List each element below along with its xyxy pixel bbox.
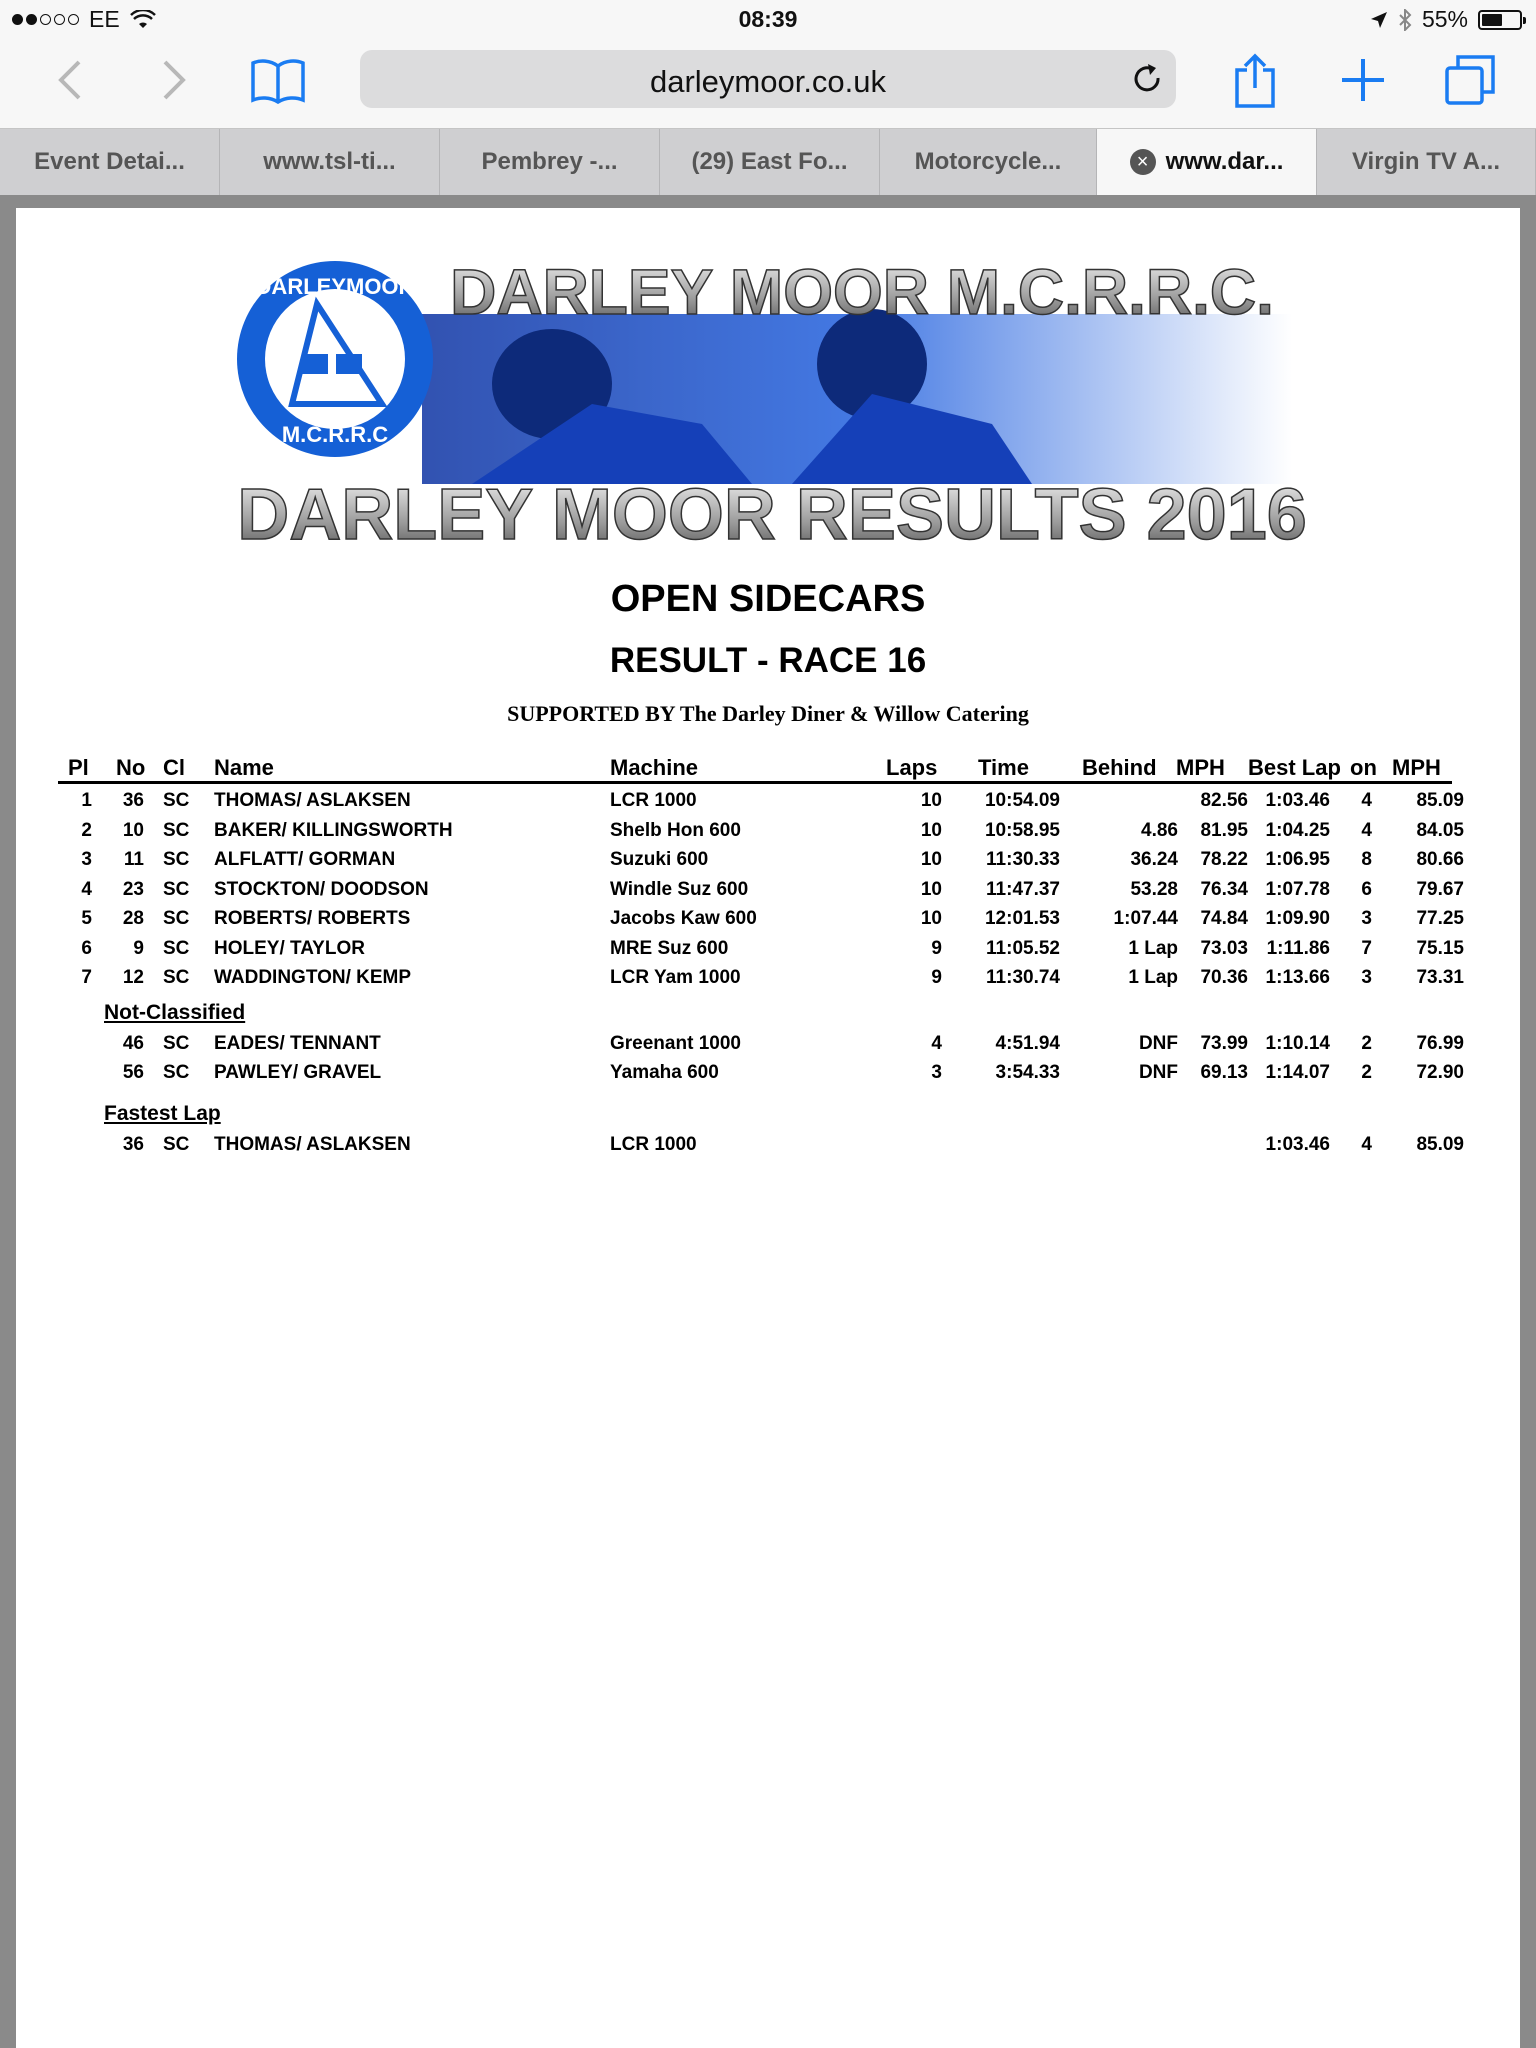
bookmarks-button[interactable] <box>246 48 310 112</box>
cell-behind: 53.28 <box>1130 878 1178 900</box>
cell-no: 36 <box>122 1133 144 1155</box>
address-bar[interactable] <box>360 50 1176 108</box>
tab-label: Motorcycle... <box>914 148 1062 175</box>
not-classified-label: Not-Classified <box>104 1000 246 1024</box>
cell-name: STOCKTON/ DOODSON <box>214 878 429 900</box>
tabs-button[interactable] <box>1438 48 1502 112</box>
cell-best: 1:11.86 <box>1266 937 1330 959</box>
col-machine: Machine <box>610 755 699 780</box>
fastest-lap-rows <box>58 1130 1464 1160</box>
cell-mph2: 75.15 <box>1416 937 1464 959</box>
tab-label: Virgin TV A... <box>1351 148 1501 175</box>
cell-on: 2 <box>1361 1032 1372 1054</box>
cell-mph: 81.95 <box>1200 819 1248 841</box>
cell-time: 10:58.95 <box>984 819 1060 841</box>
cell-name: ALFLATT/ GORMAN <box>214 849 396 870</box>
chevron-left-icon <box>55 58 85 102</box>
cell-on: 2 <box>1361 1062 1372 1083</box>
cell-mph: 73.03 <box>1200 937 1248 959</box>
cell-machine: Windle Suz 600 <box>610 878 749 900</box>
back-button[interactable] <box>38 48 102 112</box>
cell-behind: 1 Lap <box>1128 937 1178 959</box>
cell-laps: 10 <box>920 819 942 841</box>
logo-bottom-text: M.C.R.R.C <box>281 422 389 447</box>
cell-cl: SC <box>163 790 190 811</box>
cell-time: 11:05.52 <box>986 937 1060 959</box>
col-best-lap: Best Lap <box>1248 755 1341 780</box>
cell-no: 10 <box>122 819 144 841</box>
tab-label: www.dar... <box>1165 148 1284 175</box>
cell-cl: SC <box>163 967 190 988</box>
toolbar <box>0 40 1536 128</box>
cell-name: EADES/ TENNANT <box>214 1032 381 1054</box>
cell-behind: 1:07.44 <box>1113 908 1178 929</box>
cell-mph2: 85.09 <box>1416 790 1464 811</box>
cell-on: 8 <box>1361 849 1372 870</box>
cell-cl: SC <box>163 908 190 929</box>
results-table <box>58 751 1464 1159</box>
col-on: on <box>1350 755 1377 780</box>
tab-label: Event Detai... <box>34 148 185 175</box>
cell-name: THOMAS/ ASLAKSEN <box>214 1133 411 1155</box>
status-bar <box>0 0 1536 40</box>
cell-on: 7 <box>1361 937 1372 959</box>
cell-no: 9 <box>133 937 144 959</box>
tab-virgin-tv[interactable] <box>1317 129 1536 195</box>
not-classified-section <box>58 993 1452 1029</box>
cell-no: 56 <box>122 1062 144 1083</box>
classified-rows <box>58 786 1464 993</box>
chevron-right-icon <box>159 58 189 102</box>
col-no: No <box>116 755 146 780</box>
cell-cl: SC <box>163 1133 190 1155</box>
cell-behind: 4.86 <box>1141 819 1178 841</box>
cell-no: 46 <box>122 1032 144 1054</box>
status-time: 08:39 <box>738 6 798 32</box>
cell-on: 6 <box>1361 878 1372 900</box>
col-name: Name <box>214 755 274 780</box>
share-button[interactable] <box>1223 48 1287 112</box>
tab-event-details[interactable] <box>0 129 220 195</box>
cell-best: 1:10.14 <box>1265 1032 1330 1054</box>
table-row <box>58 816 1464 846</box>
tab-label: www.tsl-ti... <box>263 148 396 175</box>
cell-laps: 3 <box>931 1062 942 1083</box>
tab-label: Pembrey -... <box>481 148 618 175</box>
table-row <box>58 904 1464 934</box>
cell-mph2: 76.99 <box>1416 1032 1464 1054</box>
cell-machine: Yamaha 600 <box>610 1062 719 1083</box>
cell-cl: SC <box>163 819 190 841</box>
table-row <box>58 786 1464 816</box>
cell-best: 1:03.46 <box>1265 790 1330 811</box>
cell-name: WADDINGTON/ KEMP <box>214 967 412 988</box>
cell-time: 3:54.33 <box>995 1062 1060 1083</box>
battery-icon <box>1478 10 1522 30</box>
cell-best: 1:06.95 <box>1265 849 1330 870</box>
col-laps: Laps <box>886 755 938 780</box>
cell-laps: 9 <box>931 967 942 988</box>
url-text: darleymoor.co.uk <box>649 64 887 99</box>
col-mph: MPH <box>1176 755 1225 780</box>
cell-machine: Shelb Hon 600 <box>610 819 741 841</box>
col-mph2: MPH <box>1392 755 1441 780</box>
cell-name: BAKER/ KILLINGSWORTH <box>214 819 453 841</box>
tab-motorcycle[interactable] <box>880 129 1097 195</box>
banner-top-text: DARLEY MOOR M.C.R.R.C. <box>450 256 1274 328</box>
cell-best: 1:13.66 <box>1265 967 1330 988</box>
cell-time: 12:01.53 <box>984 908 1060 929</box>
cell-time: 11:30.33 <box>986 849 1060 870</box>
cell-name: HOLEY/ TAYLOR <box>214 937 365 959</box>
not-classified-rows <box>58 1029 1464 1088</box>
table-header <box>58 751 1452 784</box>
cell-mph2: 72.90 <box>1416 1062 1464 1083</box>
cell-name: ROBERTS/ ROBERTS <box>214 908 411 929</box>
cell-time: 4:51.94 <box>995 1032 1060 1054</box>
book-icon <box>250 56 306 104</box>
cell-no: 28 <box>122 908 144 929</box>
logo-top-text: DARLEYMOOR <box>255 274 415 299</box>
close-tab-icon[interactable]: × <box>1130 149 1156 175</box>
cell-laps: 4 <box>931 1032 942 1054</box>
cell-best: 1:07.78 <box>1265 878 1330 900</box>
cell-on: 4 <box>1361 790 1372 811</box>
cell-best: 1:04.25 <box>1265 819 1330 841</box>
tab-east-fortune[interactable] <box>660 129 880 195</box>
table-row <box>58 1130 1464 1160</box>
carrier-label: EE <box>89 6 120 32</box>
cell-mph: 69.13 <box>1200 1062 1248 1083</box>
browser-chrome <box>0 0 1536 195</box>
cell-mph2: 77.25 <box>1416 908 1464 929</box>
cell-machine: MRE Suz 600 <box>610 937 729 959</box>
col-cl: Cl <box>163 755 185 780</box>
cell-machine: Greenant 1000 <box>610 1032 741 1054</box>
location-icon <box>1370 11 1388 29</box>
tab-bar <box>0 128 1536 195</box>
cell-no: 36 <box>122 790 144 811</box>
tab-label: (29) East Fo... <box>691 148 848 175</box>
cell-mph: 73.99 <box>1200 1032 1248 1054</box>
cell-mph: 74.84 <box>1200 908 1248 929</box>
table-row <box>58 875 1464 905</box>
cell-pl: 5 <box>81 908 92 929</box>
cell-machine: Jacobs Kaw 600 <box>610 908 757 929</box>
cell-machine: LCR 1000 <box>610 790 697 811</box>
cell-mph: 70.36 <box>1200 967 1248 988</box>
cell-behind: DNF <box>1138 1032 1178 1054</box>
cell-pl: 2 <box>81 819 92 841</box>
cell-mph2: 80.66 <box>1416 849 1464 870</box>
sponsor-line: SUPPORTED BY The Darley Diner & Willow Catering <box>507 701 1029 726</box>
cell-mph2: 73.31 <box>1416 967 1464 988</box>
cell-best: 1:09.90 <box>1265 908 1330 929</box>
table-row <box>58 934 1464 964</box>
darley-moor-banner <box>232 254 1312 554</box>
cell-pl: 4 <box>81 878 92 900</box>
table-row <box>58 1058 1464 1088</box>
cell-pl: 7 <box>81 967 92 988</box>
cell-best: 1:03.46 <box>1265 1133 1330 1155</box>
reload-icon[interactable] <box>1128 60 1166 98</box>
cell-on: 3 <box>1361 908 1372 929</box>
cell-on: 4 <box>1361 1133 1372 1155</box>
cell-cl: SC <box>163 1062 190 1083</box>
cell-no: 23 <box>122 878 144 900</box>
table-row <box>58 1029 1464 1059</box>
cell-time: 10:54.09 <box>984 790 1060 811</box>
class-title: OPEN SIDECARS <box>610 578 926 620</box>
cell-behind: 36.24 <box>1130 849 1178 870</box>
col-time: Time <box>978 755 1029 780</box>
cell-mph2: 84.05 <box>1416 819 1464 841</box>
fastest-lap-label: Fastest Lap <box>104 1101 221 1125</box>
cell-mph: 76.34 <box>1200 878 1248 900</box>
cell-behind: DNF <box>1138 1062 1178 1083</box>
share-icon <box>1233 52 1277 108</box>
cell-mph2: 85.09 <box>1416 1133 1464 1155</box>
fastest-lap-section <box>58 1088 1452 1130</box>
banner-bottom-text: DARLEY MOOR RESULTS 2016 <box>237 475 1307 554</box>
cell-cl: SC <box>163 937 190 959</box>
tab-tsl-timing[interactable] <box>220 129 440 195</box>
cell-behind: 1 Lap <box>1128 967 1178 988</box>
new-tab-button[interactable] <box>1331 48 1395 112</box>
cell-on: 3 <box>1361 967 1372 988</box>
table-row <box>58 845 1464 875</box>
cell-no: 11 <box>123 849 144 870</box>
cell-laps: 10 <box>920 849 942 870</box>
col-behind: Behind <box>1082 755 1157 780</box>
cell-cl: SC <box>163 878 190 900</box>
tabs-icon <box>1444 54 1496 106</box>
cell-no: 12 <box>122 967 144 988</box>
cell-name: PAWLEY/ GRAVEL <box>214 1062 382 1083</box>
cell-laps: 10 <box>920 790 942 811</box>
cell-on: 4 <box>1361 819 1372 841</box>
battery-percent: 55% <box>1421 6 1468 32</box>
cell-cl: SC <box>163 1032 190 1054</box>
race-title: RESULT - RACE 16 <box>609 641 927 680</box>
tab-darleymoor[interactable] <box>1097 129 1317 195</box>
cell-cl: SC <box>163 849 190 870</box>
cell-mph: 78.22 <box>1200 849 1248 870</box>
forward-button[interactable] <box>142 48 206 112</box>
cell-name: THOMAS/ ASLAKSEN <box>214 790 411 811</box>
cell-laps: 9 <box>931 937 942 959</box>
cell-mph2: 79.67 <box>1416 878 1464 900</box>
cell-mph: 82.56 <box>1200 790 1248 811</box>
cell-machine: LCR Yam 1000 <box>610 967 741 988</box>
cell-machine: Suzuki 600 <box>610 849 709 870</box>
document-page <box>16 208 1520 2048</box>
cell-best: 1:14.07 <box>1265 1062 1330 1083</box>
cell-pl: 1 <box>81 790 92 811</box>
cell-time: 11:47.37 <box>986 878 1060 900</box>
cell-pl: 3 <box>81 849 92 870</box>
plus-icon <box>1340 57 1386 103</box>
table-row <box>58 963 1464 993</box>
cell-laps: 10 <box>920 908 942 929</box>
cell-pl: 6 <box>81 937 92 959</box>
col-pl: Pl <box>68 755 89 780</box>
bluetooth-icon <box>1398 9 1412 31</box>
tab-pembrey[interactable] <box>440 129 660 195</box>
cell-machine: LCR 1000 <box>610 1133 697 1155</box>
cell-time: 11:30.74 <box>986 967 1060 988</box>
cell-laps: 10 <box>920 878 942 900</box>
